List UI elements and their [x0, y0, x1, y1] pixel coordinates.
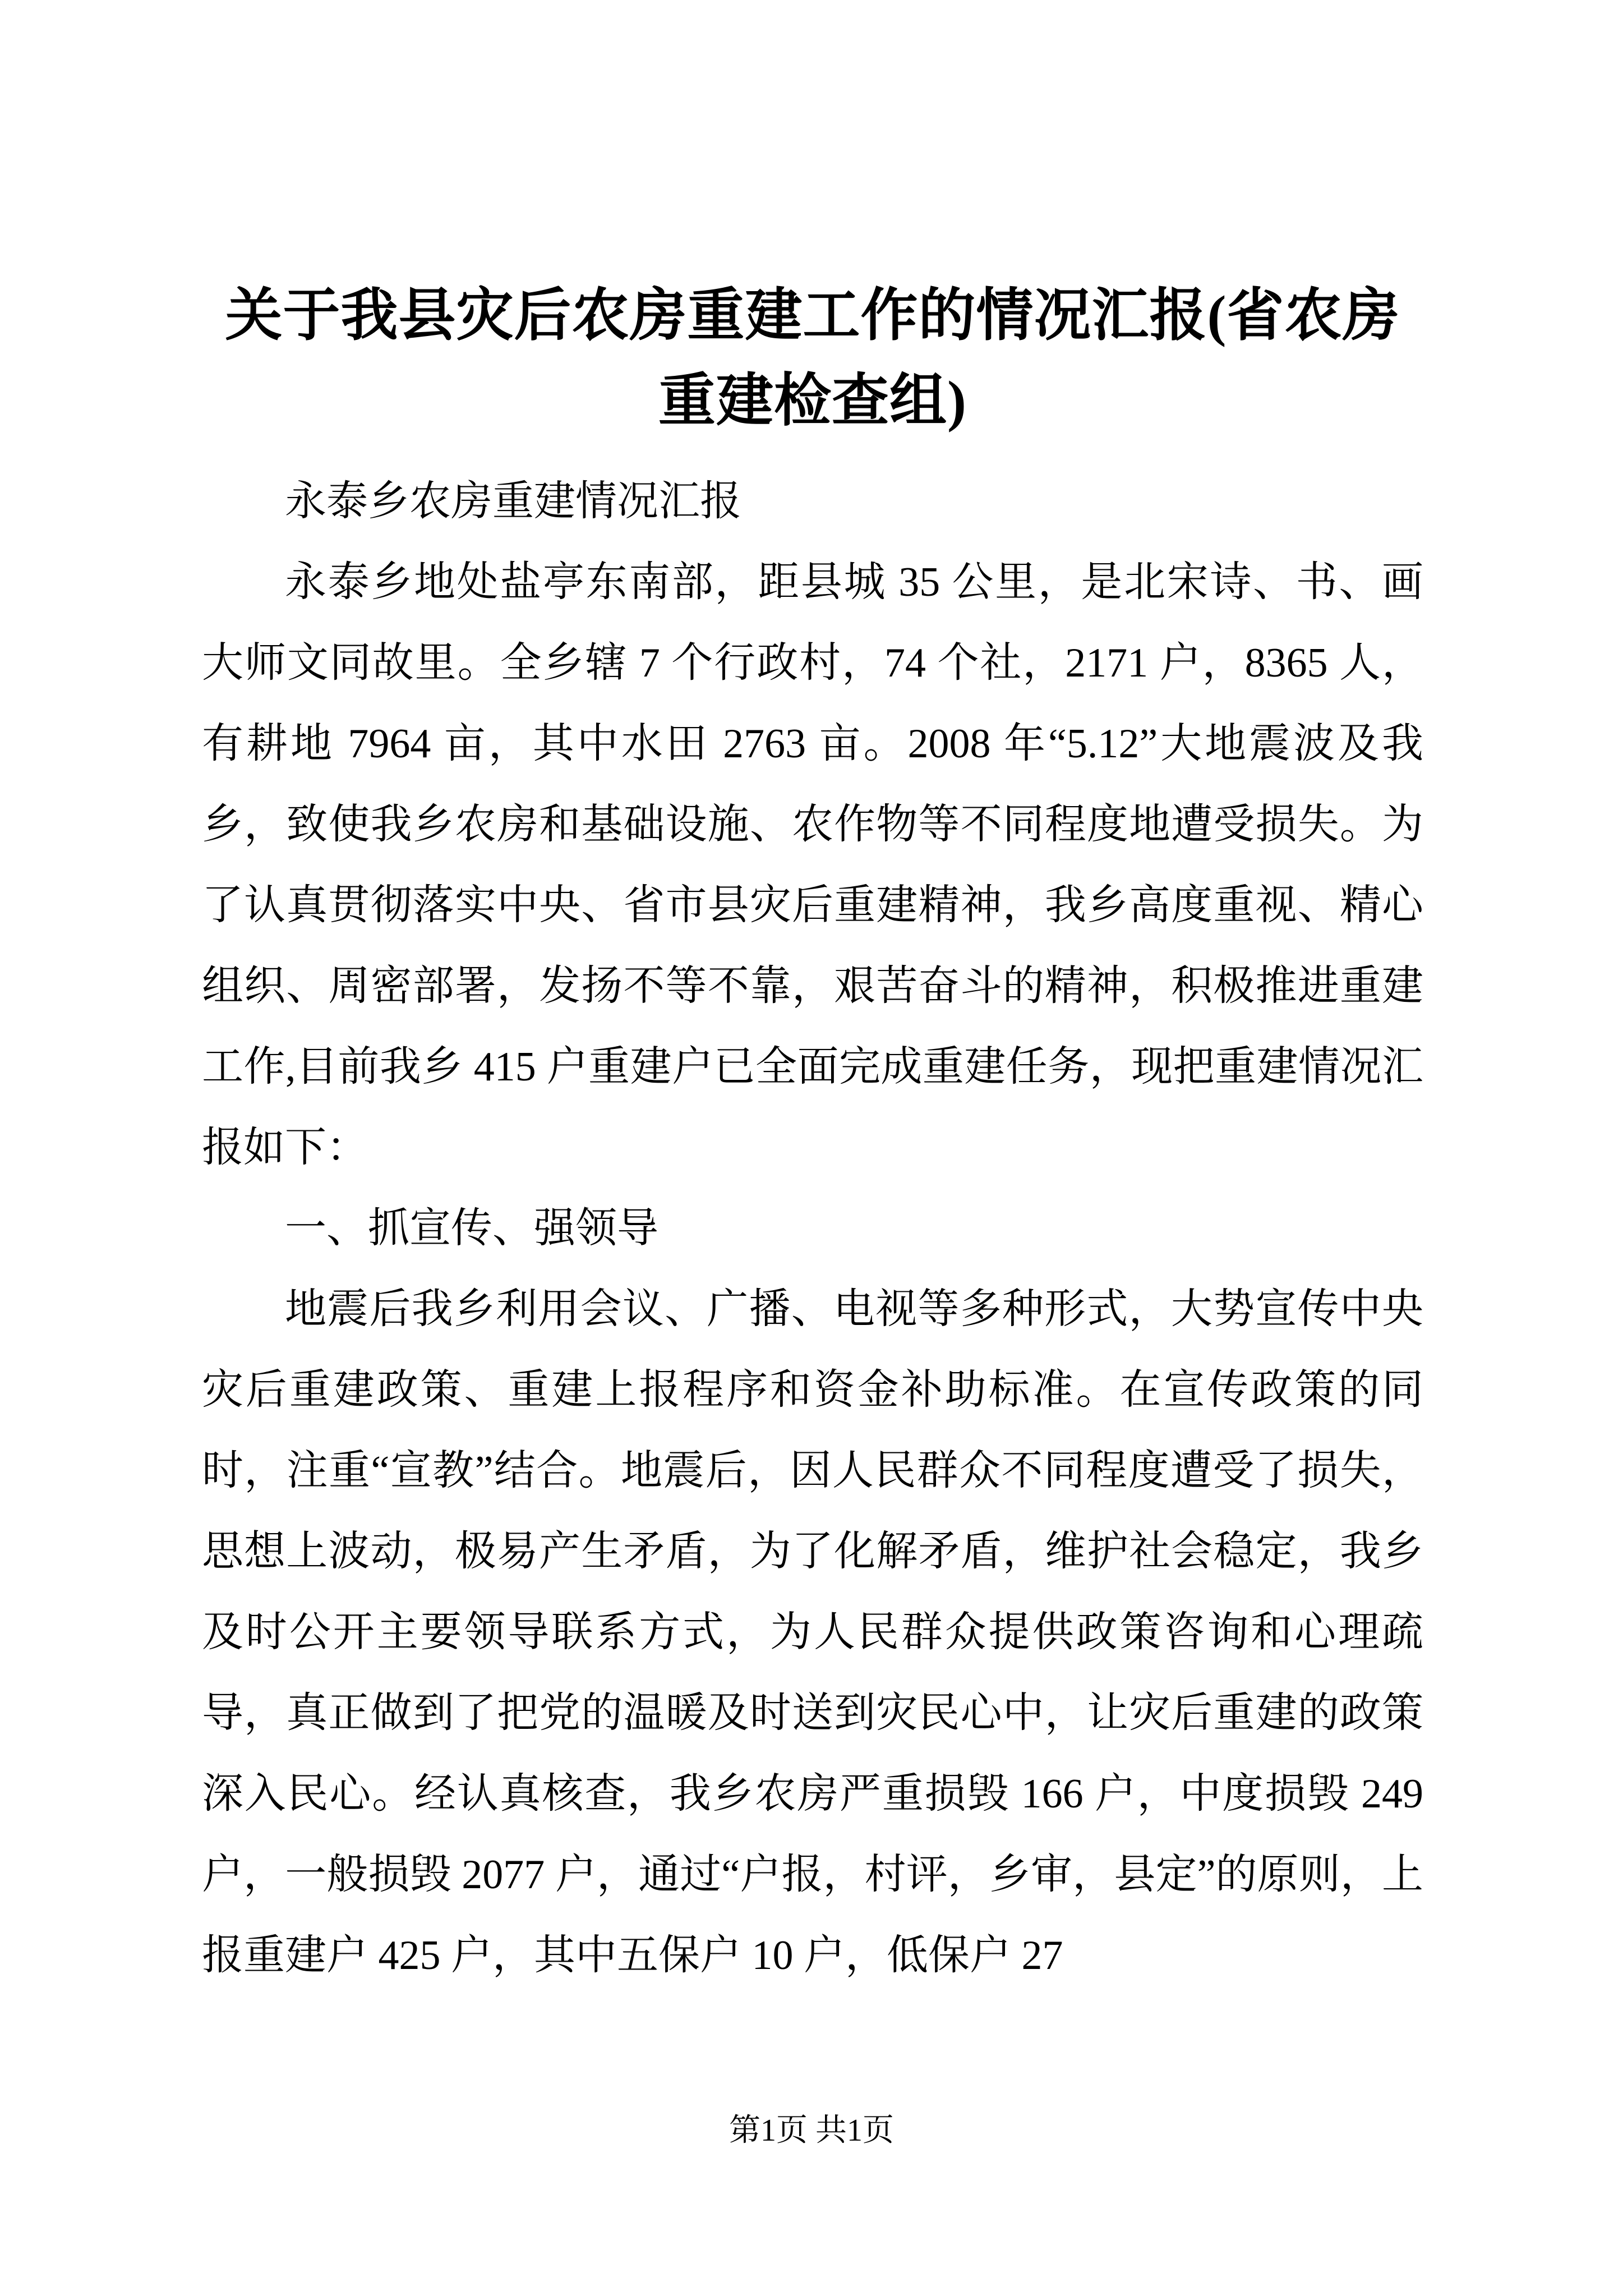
section-heading: 一、抓宣传、强领导	[285, 1205, 658, 1251]
document-title: 关于我县灾后农房重建工作的情况汇报(省农房重建检查组)	[225, 284, 1400, 433]
page-footer: 第1页 共1页	[729, 2113, 894, 2148]
report-subtitle-line: 永泰乡农房重建情况汇报	[285, 478, 741, 524]
document-content	[202, 0, 1423, 1996]
section-body-paragraph: 地震后我乡利用会议、广播、电视等多种形式，大势宣传中央灾后重建政策、重建上报程序和资金补助标准。在宣传政策的同时，注重“宣教”结合。地震后，因人民群众不同程度遭受了损失，思想上波动，极易产生矛盾，为了化解矛盾，维护社会稳定，我乡及时公开主要领导联系方式，为人民群众提供政策咨询和心理疏导，真正做到了把党的温暖及时送到灾民心中，让灾后重建的政策深入民心。经认真核查，我乡农房严重损毁 166 户，中度损毁 249 户，一般损毁 2077 户，通过“户报，村评，乡审，县定”的原则，上报重建户 425 户，其中五保户 10 户，低保户 27	[202, 1286, 1423, 1978]
overview-paragraph: 永泰乡地处盐亭东南部，距县城 35 公里，是北宋诗、书、画大师文同故里。全乡辖 7 个行政村，74 个社，2171 户，8365 人，有耕地 7964 亩，其中水田 2763 亩。2008 年“5.12”大地震波及我乡，致使我乡农房和基础设施、农作物等不同程度地遭受损失。为了认真贯彻落实中央、省市县灾后重建精神，我乡高度重视、精心组织、周密部署，发扬不等不靠，艰苦奋斗的精神，积极推进重建工作,目前我乡 415 户重建户已全面完成重建任务，现把重建情况汇报如下：	[202, 559, 1423, 1171]
